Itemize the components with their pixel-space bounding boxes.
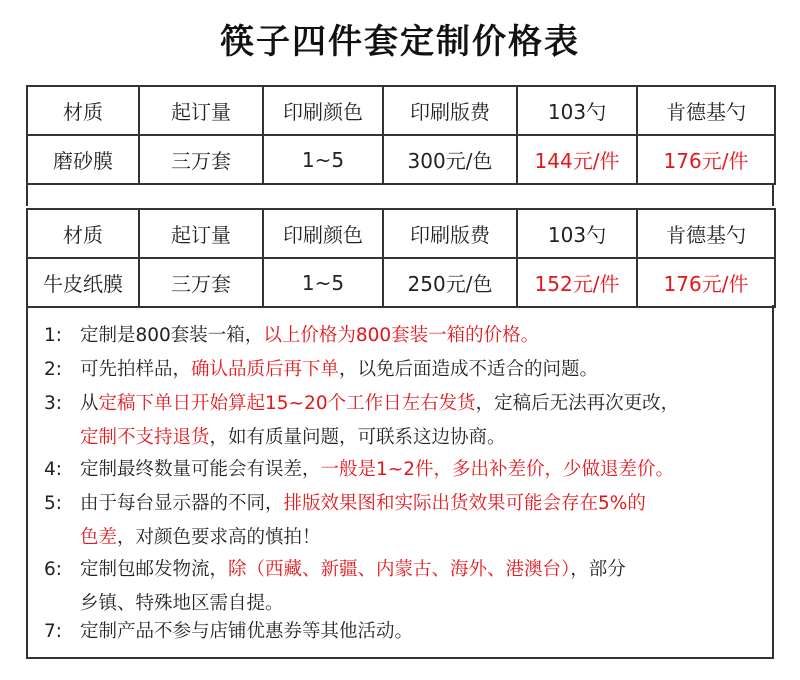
cell-kfc-spoon-price: 176元/件: [637, 135, 775, 184]
table-header-row: [27, 209, 775, 258]
note-highlight: 排版效果图和实际出货效果可能会存在5%的: [283, 493, 646, 514]
note-number: 4:: [44, 459, 63, 480]
header-plate-fee: 印刷版费: [383, 86, 517, 135]
note-number: 6:: [44, 559, 63, 580]
note-number: 5:: [44, 493, 63, 514]
header-103-spoon: 103勺: [517, 209, 637, 258]
note-number: 3:: [44, 393, 63, 414]
note-text: ，如有质量问题，可联系这边协商。: [209, 427, 506, 448]
header-print-colors: 印刷颜色: [263, 86, 383, 135]
note-text: 定制包邮发物流，: [80, 559, 229, 580]
header-material: 材质: [27, 209, 139, 258]
price-table-kraft: [26, 208, 776, 308]
note-number: 1:: [44, 325, 63, 346]
table-row: [27, 135, 775, 184]
table-separator: [26, 183, 774, 206]
note-number: 7:: [44, 621, 63, 642]
note-5: [44, 487, 764, 555]
note-4: [44, 453, 764, 487]
cell-103-spoon-price: 144元/件: [517, 135, 637, 184]
cell-plate-fee: 250元/色: [383, 258, 517, 307]
cell-moq: 三万套: [139, 135, 263, 184]
note-text: 可先拍样品，: [80, 359, 192, 380]
cell-print-colors: 1~5: [263, 135, 383, 184]
note-text: 定制是800套装一箱，: [80, 325, 264, 346]
cell-kfc-spoon-price: 176元/件: [637, 258, 775, 307]
cell-print-colors: 1~5: [263, 258, 383, 307]
note-text: 定制产品不参与店铺优惠券等其他活动。: [80, 621, 414, 642]
header-print-colors: 印刷颜色: [263, 209, 383, 258]
table-header-row: [27, 86, 775, 135]
note-6: [44, 553, 764, 621]
note-text: ，对颜色要求高的慎拍！: [117, 527, 321, 548]
header-moq: 起订量: [139, 86, 263, 135]
note-text: 由于每台显示器的不同，: [80, 493, 284, 514]
page-title: 筷子四件套定制价格表: [220, 22, 580, 62]
note-highlight: 色差: [80, 527, 118, 548]
table-row: [27, 258, 775, 307]
cell-material: 牛皮纸膜: [27, 258, 139, 307]
cell-material: 磨砂膜: [27, 135, 139, 184]
header-moq: 起订量: [139, 209, 263, 258]
note-text: ，定稿后无法再次更改，: [475, 393, 680, 414]
note-text: 乡镇、特殊地区需自提。: [80, 593, 284, 614]
note-text: ，以免后面造成不适合的问题。: [339, 359, 599, 380]
header-kfc-spoon: 肯德基勺: [637, 86, 775, 135]
note-highlight: 定稿下单日开始算起15~20个工作日左右发货: [98, 393, 476, 414]
note-1: [44, 319, 764, 353]
note-2: [44, 353, 764, 387]
cell-103-spoon-price: 152元/件: [517, 258, 637, 307]
cell-moq: 三万套: [139, 258, 263, 307]
note-7: [44, 615, 764, 649]
note-number: 2:: [44, 359, 63, 380]
note-3: [44, 387, 764, 455]
notes-box: [26, 305, 774, 659]
header-103-spoon: 103勺: [517, 86, 637, 135]
note-highlight: 定制不支持退货: [80, 427, 210, 448]
header-material: 材质: [27, 86, 139, 135]
price-table-frosted: [26, 85, 776, 185]
note-highlight: 以上价格为800套装一箱的价格。: [263, 325, 540, 346]
header-plate-fee: 印刷版费: [383, 209, 517, 258]
note-highlight: 除（西藏、新疆、内蒙古、海外、港澳台）: [228, 559, 571, 580]
note-text: 定制最终数量可能会有误差，: [80, 459, 321, 480]
note-highlight: 一般是1~2件，多出补差价，少做退差价。: [320, 459, 675, 480]
note-text: ，部分: [570, 559, 626, 580]
header-kfc-spoon: 肯德基勺: [637, 209, 775, 258]
note-text: 从: [80, 393, 99, 414]
note-highlight: 确认品质后再下单: [191, 359, 340, 380]
cell-plate-fee: 300元/色: [383, 135, 517, 184]
